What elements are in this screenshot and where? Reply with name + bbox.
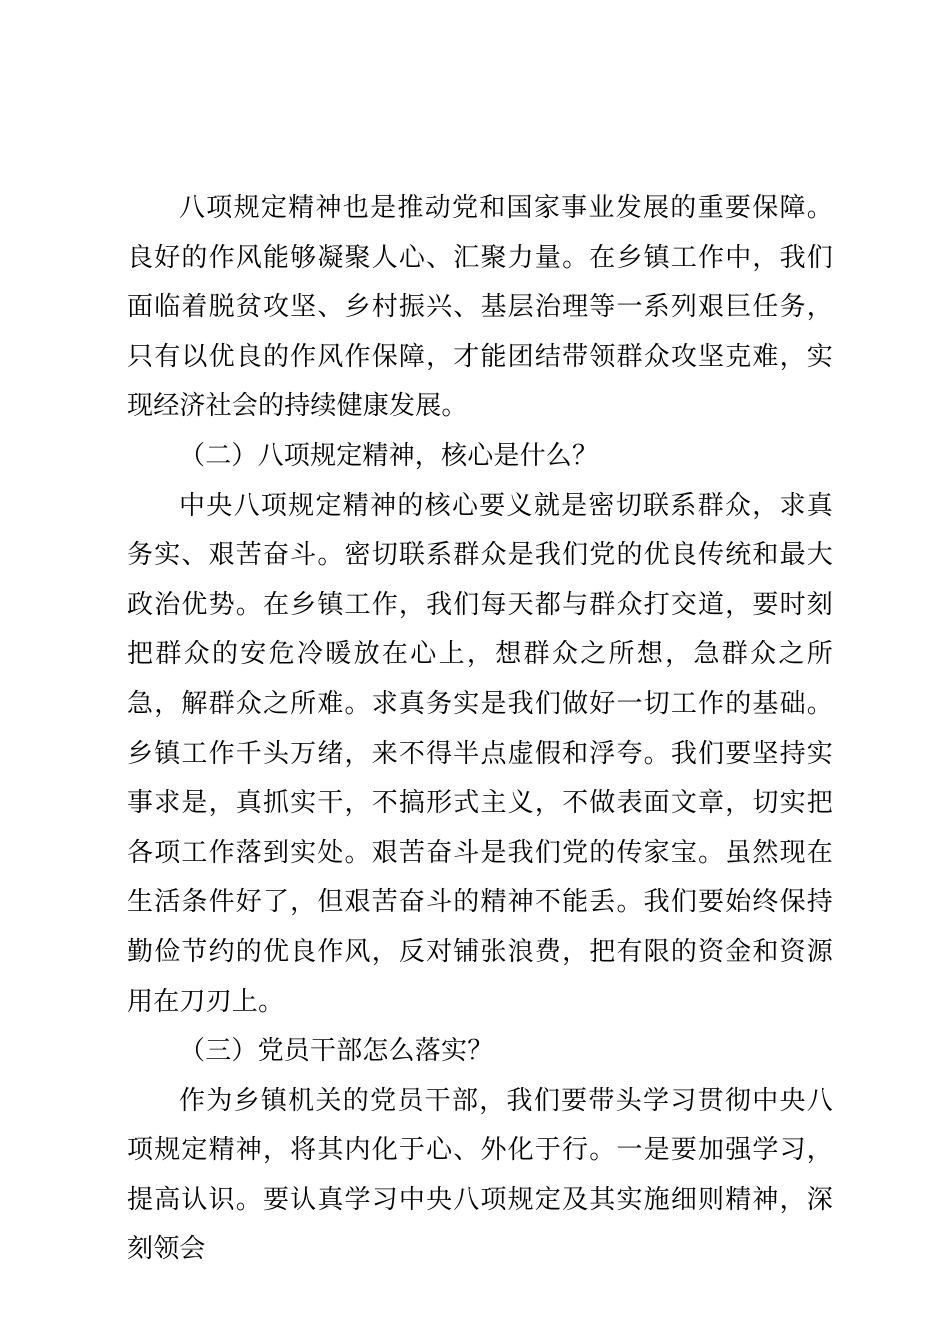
paragraph-body: 中央八项规定精神的核心要义就是密切联系群众，求真务实、艰苦奋斗。密切联系群众是我们党的优良传统和最大政治优势。在乡镇工作，我们每天都与群众打交道，要时刻把群众的安危冷暖放在心上，想群众之所想，急群众之所急，解群众之所难。求真务实是我们做好一切工作的基础。乡镇工作千头万绪，来不得半点虚假和浮夸。我们要坚持实事求是，真抓实干，不搞形式主义，不做表面文章，切实把各项工作落到实处。艰苦奋斗是我们党的传家宝。虽然现在生活条件好了，但艰苦奋斗的精神不能丢。我们要始终保持勤俭节约的优良作风，反对铺张浪费，把有限的资金和资源用在刀刃上。 bbox=[127, 490, 833, 1017]
section-heading: （二）八项规定精神，核心是什么？ bbox=[179, 440, 599, 471]
paragraph-body: 八项规定精神也是推动党和国家事业发展的重要保障。良好的作风能够凝聚人心、汇聚力量。在乡镇工作中，我们面临着脱贫攻坚、乡村振兴、基层治理等一系列艰巨任务，只有以优良的作风作保障，才能团结带领群众攻坚克难，实现经济社会的持续健康发展。 bbox=[127, 193, 833, 422]
paragraph-body: 作为乡镇机关的党员干部，我们要带头学习贯彻中央八项规定精神，将其内化于心、外化于行。一是要加强学习，提高认识。要认真学习中央八项规定及其实施细则精神，深刻领会 bbox=[127, 1085, 833, 1265]
section-heading: （三）党员干部怎么落实？ bbox=[179, 1036, 494, 1067]
document-body bbox=[127, 184, 833, 1275]
